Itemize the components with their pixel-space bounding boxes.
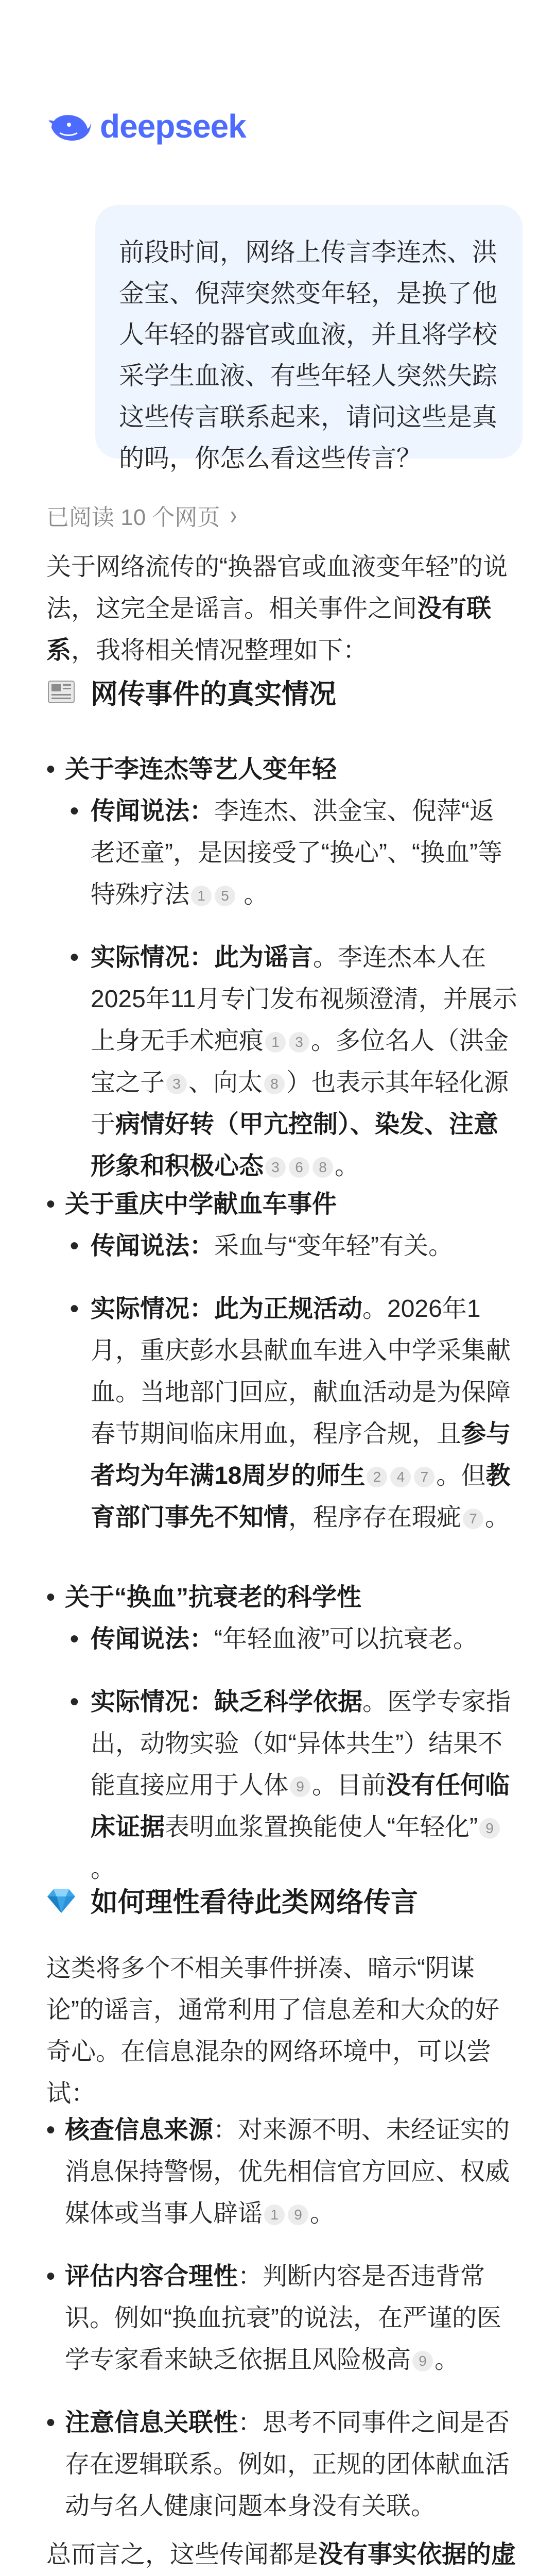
brand-name: deepseek bbox=[100, 108, 246, 145]
gem-icon bbox=[46, 1885, 76, 1915]
event-3-rumor: • 传闻说法：“年轻血液”可以抗衰老。 bbox=[70, 1625, 478, 1653]
citation-badge[interactable]: 3 bbox=[265, 1157, 286, 1178]
app-header bbox=[46, 106, 246, 147]
citation-badge[interactable]: 1 bbox=[191, 886, 212, 906]
citation-badge[interactable]: 8 bbox=[312, 1157, 333, 1178]
citation-badge[interactable]: 1 bbox=[265, 1032, 286, 1053]
chevron-right-icon: › bbox=[230, 500, 237, 530]
event-2-fact: • 实际情况：此为正规活动。2026年1月，重庆彭水县献血车进入中学采集献血。当地部门回应，献血活动是为保障春节期间临床用血，程序合规，且参与者均为年满18周岁的师生 2 4 7 。但教育部门事先不知情，程序存在瑕疵 7 。 bbox=[70, 1295, 511, 1531]
read-sources-label: 已阅读 10 个网页 bbox=[46, 505, 220, 530]
tip-item-3: • 注意信息关联性：思考不同事件之间是否存在逻辑联系。例如，正规的团体献血活动与名人健康问题本身没有关联。 bbox=[46, 2409, 510, 2520]
citation-badge[interactable]: 1 bbox=[264, 2205, 285, 2225]
citation-badge[interactable]: 4 bbox=[390, 1467, 411, 1487]
event-2-rumor: • 传闻说法：采血与“变年轻”有关。 bbox=[70, 1232, 453, 1260]
event-bullet-1: • 关于李连杰等艺人变年轻 bbox=[46, 756, 337, 783]
citation-badge[interactable]: 7 bbox=[463, 1509, 483, 1529]
section-title-facts: 网传事件的真实情况 bbox=[46, 672, 336, 711]
tip-item-1: • 核查信息来源：对来源不明、未经证实的消息保持警惕，优先相信官方回应、权威媒体或当事人辟谣 1 9 。 bbox=[46, 2116, 510, 2227]
whale-logo-icon bbox=[46, 108, 92, 144]
citation-badge[interactable]: 3 bbox=[166, 1074, 187, 1094]
tip-item-2: • 评估内容合理性：判断内容是否违背常识。例如“换血抗衰”的说法，在严谨的医学专家看来缺乏依据且风险极高 9 。 bbox=[46, 2263, 501, 2374]
event-1-rumor: • 传闻说法：李连杰、洪金宝、倪萍“返老还童”，是因接受了“换心”、“换血”等特殊疗法 1 5 。 bbox=[70, 798, 502, 908]
citation-badge[interactable]: 2 bbox=[367, 1467, 387, 1487]
section2-intro: 这类将多个不相关事件拼凑、暗示“阴谋论”的谣言，通常利用了信息差和大众的好奇心。在信息混杂的网络环境中，可以尝试： bbox=[46, 1955, 499, 2107]
event-1-fact: • 实际情况：此为谣言。李连杰本人在2025年11月专门发布视频澄清，并展示上身无手术疤痕 1 3 。多位名人（洪金宝之子 3 、向太 8 ）也表示其年轻化源于病情好转（甲亢控制）、染发、注意形象和积极心态 3 6 8 。 bbox=[70, 944, 517, 1180]
citation-badge[interactable]: 6 bbox=[289, 1157, 309, 1178]
answer-intro: 关于网络流传的“换器官或血液变年轻”的说法，这完全是谣言。相关事件之间没有联系，我将相关情况整理如下： bbox=[46, 553, 508, 664]
citation-badge[interactable]: 3 bbox=[289, 1032, 309, 1053]
read-sources-toggle[interactable] bbox=[46, 499, 238, 532]
citation-badge[interactable]: 9 bbox=[412, 2351, 433, 2371]
citation-badge[interactable]: 9 bbox=[288, 2205, 308, 2225]
citation-badge[interactable]: 8 bbox=[264, 1074, 285, 1094]
user-message-bubble: 前段时间，网络上传言李连杰、洪金宝、倪萍突然变年轻，是换了他人年轻的器官或血液，并且将学校采学生血液、有些年轻人突然失踪这些传言联系起来，请问这些是真的吗，你怎么看这些传言？ bbox=[95, 205, 523, 459]
citation-badge[interactable]: 5 bbox=[215, 886, 235, 906]
citation-badge[interactable]: 7 bbox=[414, 1467, 435, 1487]
citation-badge[interactable]: 9 bbox=[479, 1818, 500, 1839]
section-title-advice: 如何理性看待此类网络传言 bbox=[46, 1880, 418, 1920]
citation-badge[interactable]: 9 bbox=[290, 1776, 310, 1797]
newspaper-icon bbox=[46, 677, 76, 707]
event-bullet-2: • 关于重庆中学献血车事件 bbox=[46, 1191, 337, 1218]
answer-conclusion: 总而言之，这些传闻都是没有事实依据的虚 bbox=[46, 2541, 516, 2568]
event-bullet-3: • 关于“换血”抗衰老的科学性 bbox=[46, 1584, 362, 1611]
event-3-fact: • 实际情况：缺乏科学依据。医学专家指出，动物实验（如“异体共生”）结果不能直接应用于人体 9 。目前没有任何临床证据表明血浆置换能使人“年轻化” 9。 bbox=[70, 1688, 511, 1883]
